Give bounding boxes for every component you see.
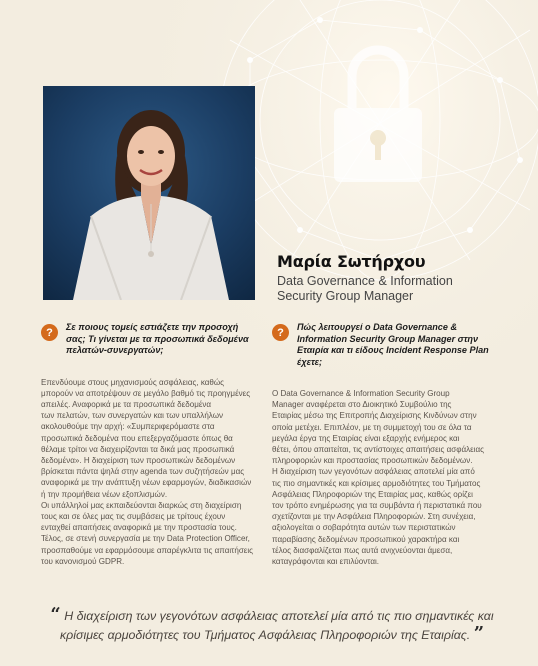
question-icon: ? — [272, 324, 289, 341]
pull-quote-text: Η διαχείριση των γεγονότων ασφάλειας αποτελεί μία από τις πιο σημαντικές και κρίσιμες αρμοδιότητες του Τμήματος Ασφάλειας Πληροφοριών της Εταιρίας. — [59, 609, 494, 642]
answer-text: Ο Data Governance & Information Security Group Manager αναφέρεται στο Διοικητικό Συμβούλιο της Εταιρίας μέσω της Επιτροπής Διαχείρισης Κινδύνων στην οποία μετέχει. Επιπλέον, με τη συμμετοχή του σε όλα τα μεγάλα έργα της Εταιρίας είναι εξαρχής ενήμερος και θέτει, όπου απαιτείται, τις αντίστοιχες απαιτήσεις ασφάλειας πληροφοριών και προστασίας προσωπικών δεδομένων. Η διαχείριση των γεγονότων ασφάλειας αποτελεί μία από τις πιο σημαντικές και κρίσιμες αρμοδιότητες του Τμήματος Ασφάλειας Πληροφοριών της Εταιρίας μας, καθώς ορίζει τον τρόπο ενημέρωσης για τα συμβάντα ή περιστατικά που σχετίζονται με την Ασφάλεια Πληροφοριών. Στη συνέχεια, αξιολογείται ο σοβαρότητα αυτών των περιστατικών παραβίασης δεδομένων προσωπικού χαρακτήρα και τέλος διασφαλίζεται πως αυτά ανιχνεύονται άμεσα, καταγράφονται και επιλύονται. — [272, 389, 485, 567]
role-line-2: Security Group Manager — [277, 289, 414, 303]
profile-block — [277, 252, 517, 304]
person-role — [277, 274, 517, 304]
left-column — [41, 322, 257, 567]
role-line-1: Data Governance & Information — [277, 274, 453, 288]
question-row — [272, 322, 498, 368]
question-text: Σε ποιους τομείς εστιάζετε την προσοχή σας; Τι γίνεται με τα προσωπικά δεδομένα πελατών-συνεργατών; — [66, 322, 249, 355]
pull-quote — [42, 606, 502, 644]
open-quote-mark: “ — [50, 604, 61, 625]
question-row — [41, 322, 257, 357]
portrait-photo — [43, 86, 255, 300]
right-column — [272, 322, 498, 567]
question-text: Πώς λειτουργεί ο Data Governance & Information Security Group Manager στην Εταιρία και τι είδους Incident Response Plan έχετε; — [297, 322, 489, 367]
close-quote-mark: ” — [473, 623, 485, 644]
person-name: Μαρία Σωτήρχου — [277, 252, 426, 271]
question-icon: ? — [41, 324, 58, 341]
answer-text: Επενδύουμε στους μηχανισμούς ασφάλειας, καθώς μπορούν να αποτρέψουν σε μεγάλο βαθμό τις προηγμένες απειλές. Αναφορικά με τα προσωπικά δεδομένα των πελατών, των συνεργατών και των υπαλλήλων ακολουθούμε την αρχή: «Συμπεριφερόμαστε στα προσωπικά δεδομένα που επεξεργαζόμαστε όπως θα θέλαμε τρίτοι να διαχειρίζονται τα δικά μας προσωπικά δεδομένα». Η διαχείριση των προσωπικών δεδομένων βρίσκεται πάντα ψηλά στην agenda των συζητήσεών μας αναφορικά με την ανάπτυξη νέων εφαρμογών, διαδικασιών ή την προμήθεια νέων εξοπλισμών. Οι υπάλληλοί μας εκπαιδεύονται διαρκώς στη διαχείριση τους και σε όλες μας τις συμβάσεις με τρίτους έχουν ενταχθεί απαιτήσεις αναφορικά με την προστασία τους. Τέλος, σε στενή συνεργασία με την Data Protection Officer, προσπαθούμε να εφαρμόσουμε απαρέγκλιτα τις απαιτήσεις του κανονισμού GDPR. — [41, 377, 254, 566]
